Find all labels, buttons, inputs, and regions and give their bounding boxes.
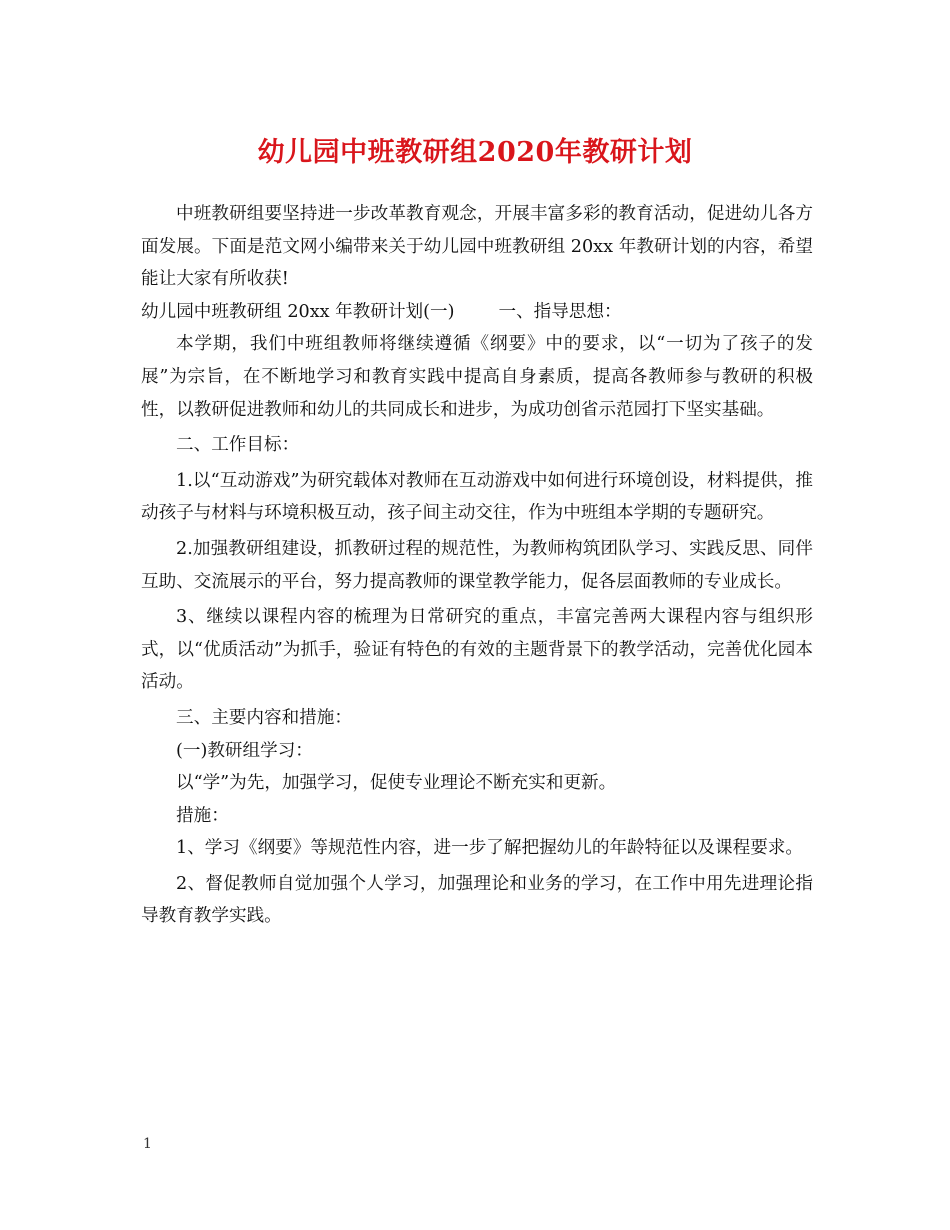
plan-subheading-line <box>141 296 813 329</box>
section3-heading: 三、主要内容和措施： <box>176 707 352 728</box>
section2-heading: 二、工作目标： <box>176 435 300 456</box>
measure-1-paragraph: 1、学习《纲要》等规范性内容，进一步了解把握幼儿的年龄特征以及课程要求。 <box>176 838 803 859</box>
subsection1-paragraph: 以“学”为先，加强学习，促使专业理论不断充实和更新。 <box>176 773 617 794</box>
plan-subheading: 幼儿园中班教研组 20xx 年教研计划(一) <box>141 301 455 322</box>
section1-paragraph: 本学期，我们中班组教师将继续遵循《纲要》中的要求，以“一切为了孩子的发展”为宗旨，在不断地学习和教育实践中提高自身素质，提高各教师参与教研的积极性，以教研促进教师和幼儿的共同成长和进步，为成功创省示范园打下坚实基础。 <box>141 334 813 420</box>
document-title: 幼儿园中班教研组2020年教研计划 <box>257 137 693 168</box>
document-body <box>141 198 813 933</box>
goal-2-paragraph: 2.加强教研组建设，抓教研过程的规范性，为教师构筑团队学习、实践反思、同伴互助、交流展示的平台，努力提高教师的课堂教学能力，促各层面教师的专业成长。 <box>141 538 813 592</box>
goal-1-paragraph: 1.以“互动游戏”为研究载体对教师在互动游戏中如何进行环境创设，材料提供，推动孩子与材料与环境积极互动，孩子间主动交往，作为中班组本学期的专题研究。 <box>141 470 813 524</box>
section1-heading: 一、指导思想： <box>498 301 622 322</box>
measures-label: 措施： <box>176 805 229 826</box>
measure-2-paragraph: 2、督促教师自觉加强个人学习，加强理论和业务的学习，在工作中用先进理论指导教育教学实践。 <box>141 873 813 927</box>
page-number: 1 <box>143 1136 152 1152</box>
subsection1-heading: (一)教研组学习： <box>176 740 313 761</box>
goal-3-paragraph: 3、继续以课程内容的梳理为日常研究的重点，丰富完善两大课程内容与组织形式，以“优质活动”为抓手，验证有特色的有效的主题背景下的教学活动，完善优化园本活动。 <box>141 607 813 693</box>
intro-paragraph: 中班教研组要坚持进一步改革教育观念，开展丰富多彩的教育活动，促进幼儿各方面发展。下面是范文网小编带来关于幼儿园中班教研组 20xx 年教研计划的内容，希望能让大家有所收获! <box>141 204 813 290</box>
